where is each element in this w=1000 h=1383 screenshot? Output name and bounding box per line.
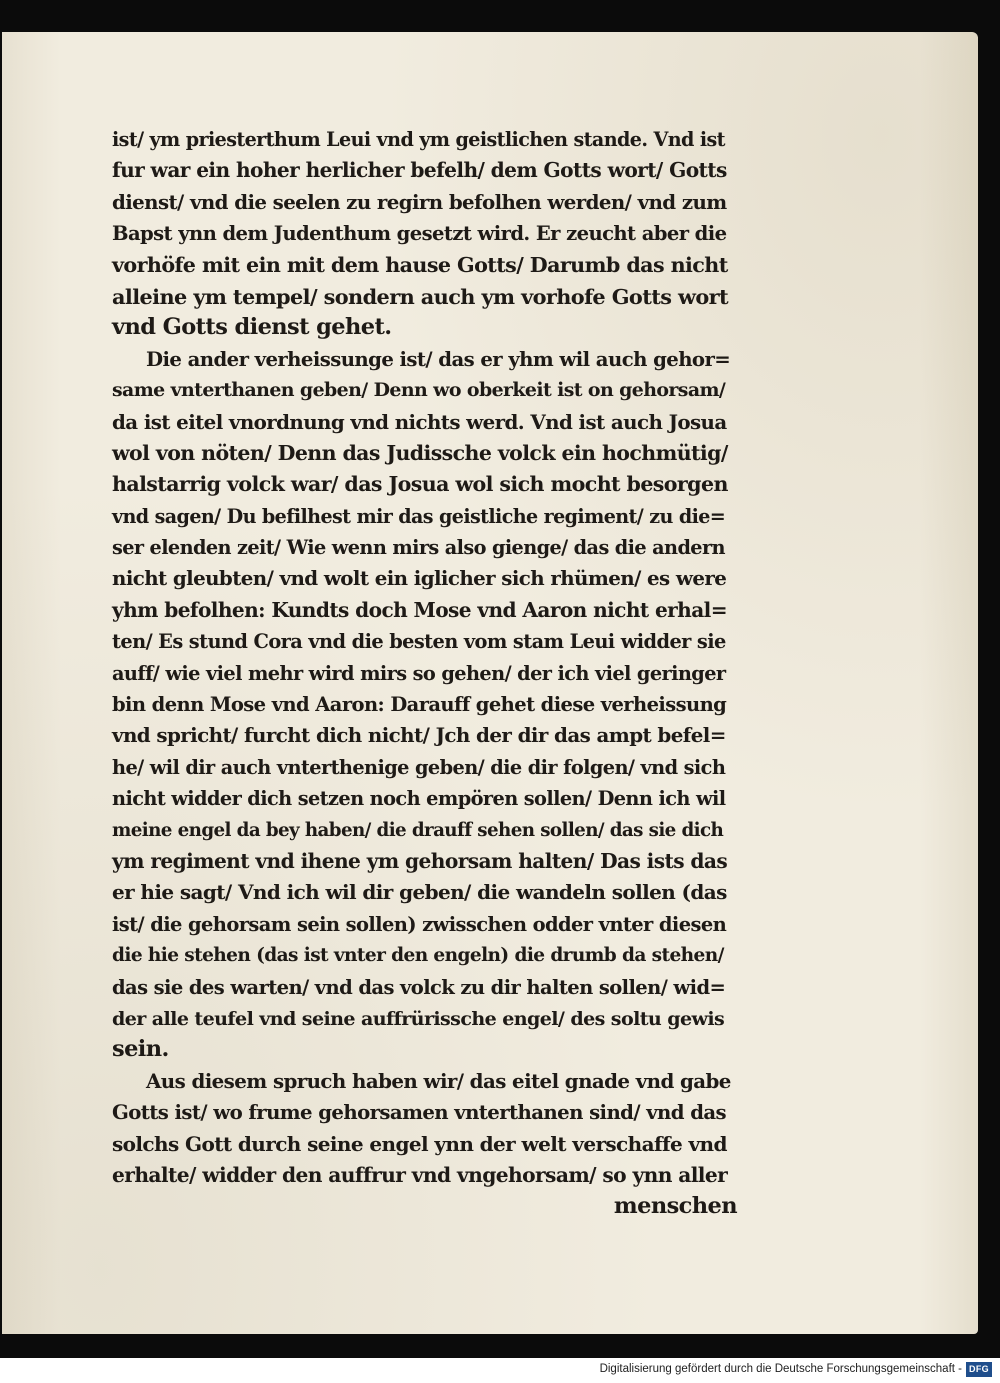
text-line: vnd spricht/ furcht dich nicht/ Jch der dir das ampt befel= xyxy=(112,723,726,748)
book-page xyxy=(2,32,978,1334)
text-line: das sie des warten/ vnd das volck zu dir halten sollen/ wid= xyxy=(112,975,726,999)
text-line: Bapst ynn dem Judenthum gesetzt wird. Er zeucht aber die xyxy=(112,222,727,246)
text-line: Aus diesem spruch haben wir/ das eitel gnade vnd gabe xyxy=(146,1068,731,1093)
text-line: ym regiment vnd ihene ym gehorsam halten/ Das ists das xyxy=(112,848,728,873)
funding-note: Digitalisierung gefördert durch die Deutsche Forschungsgemeinschaft - xyxy=(599,1363,962,1375)
text-line: vorhöfe mit ein mit dem hause Gotts/ Darumb das nicht xyxy=(112,252,728,277)
text-line: nicht widder dich setzen noch empören sollen/ Denn ich wil xyxy=(112,787,726,811)
text-line: der alle teufel vnd seine auffrürissche engel/ des soltu gewis xyxy=(112,1006,725,1030)
digitization-footer xyxy=(0,1358,1000,1383)
text-line: ist/ die gehorsam sein sollen) zwisschen odder vnter diesen xyxy=(112,912,727,936)
page-text-block xyxy=(112,124,737,1223)
text-line: he/ wil dir auch vnterthenige geben/ die dir folgen/ vnd sich xyxy=(112,755,726,779)
text-line: same vnterthanen geben/ Denn wo oberkeit ist on gehorsam/ xyxy=(112,379,726,402)
text-line: sein. xyxy=(112,1036,169,1063)
text-line: vnd sagen/ Du befilhest mir das geistliche regiment/ zu die= xyxy=(112,504,726,528)
text-line: da ist eitel vnordnung vnd nichts werd. Vnd ist auch Josua xyxy=(112,409,727,434)
text-line: ten/ Es stund Cora vnd die besten vom stam Leui widder sie xyxy=(112,630,726,654)
text-line: nicht gleubten/ vnd wolt ein iglicher sich rhümen/ es were xyxy=(112,566,727,591)
dfg-logo: DFG xyxy=(966,1362,992,1377)
text-line: er hie sagt/ Vnd ich wil dir geben/ die wandeln sollen (das xyxy=(112,880,727,905)
text-line: auff/ wie viel mehr wird mirs so gehen/ der ich viel geringer xyxy=(112,661,726,685)
text-line: erhalte/ widder den auffrur vnd vngehorsam/ so ynn aller xyxy=(112,1162,728,1187)
text-line: alleine ym tempel/ sondern auch ym vorhofe Gotts wort xyxy=(112,283,729,309)
text-line: dienst/ vnd die seelen zu regirn befolhen werden/ vnd zum xyxy=(112,189,727,214)
text-line: vnd Gotts dienst gehet. xyxy=(112,314,392,341)
text-line: ser elenden zeit/ Wie wenn mirs also gienge/ das die andern xyxy=(112,536,725,560)
text-line: bin denn Mose vnd Aaron: Darauff gehet diese verheissung xyxy=(112,693,727,717)
catchword: menschen xyxy=(613,1193,737,1220)
text-line: solchs Gott durch seine engel ynn der welt verschaffe vnd xyxy=(112,1131,727,1156)
text-line: ist/ ym priesterthum Leui vnd ym geistlichen stande. Vnd ist xyxy=(112,128,725,151)
text-line: yhm befolhen: Kundts doch Mose vnd Aaron nicht erhal= xyxy=(112,597,727,622)
text-line: Gotts ist/ wo frume gehorsamen vnterthanen sind/ vnd das xyxy=(112,1100,727,1125)
text-line: halstarrig volck war/ das Josua wol sich mocht besorgen xyxy=(112,472,728,497)
text-line: meine engel da bey haben/ die drauff sehen sollen/ das sie dich xyxy=(112,819,724,841)
text-line: wol von nöten/ Denn das Judissche volck ein hochmütig/ xyxy=(112,440,728,465)
text-line: Die ander verheissunge ist/ das er yhm wil auch gehor= xyxy=(146,346,731,371)
text-line: die hie stehen (das ist vnter den engeln) die drumb da stehen/ xyxy=(112,945,724,967)
text-line: fur war ein hoher herlicher befelh/ dem Gotts wort/ Gotts xyxy=(112,158,727,183)
